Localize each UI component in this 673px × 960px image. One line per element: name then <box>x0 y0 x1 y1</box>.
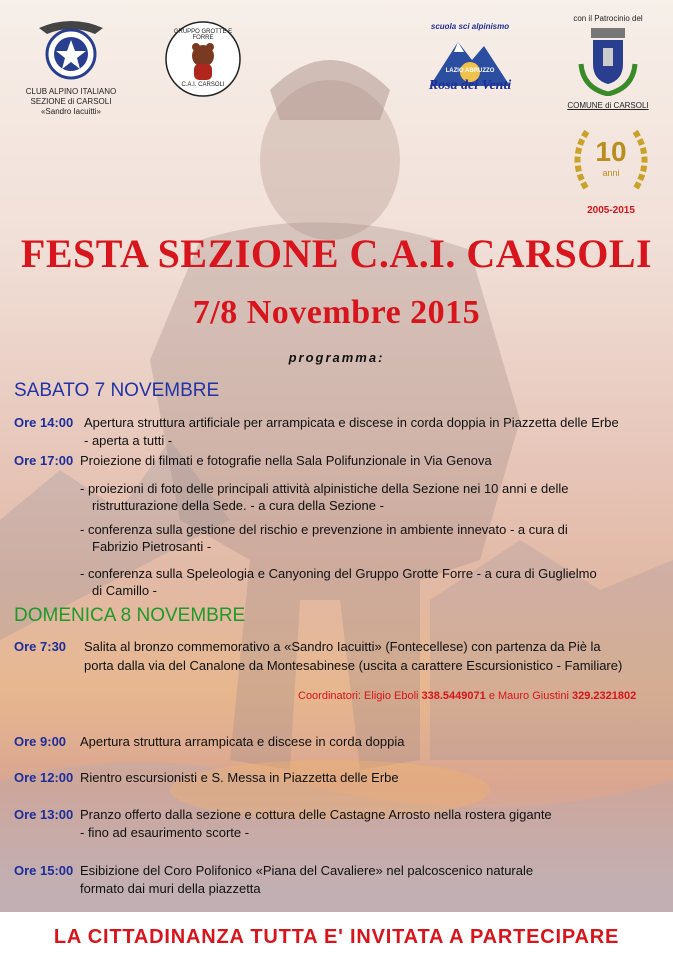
invitation-text: LA CITTADINANZA TUTTA E' INVITATA A PARTECIPARE <box>53 926 620 948</box>
anniversary-number: 10 <box>595 136 627 167</box>
anniversary-word: anni <box>602 168 620 178</box>
sabato-item-3-line2: di Camillo - <box>92 583 158 598</box>
event-time: Ore 14:00 <box>14 415 74 430</box>
anniversary-years: 2005-2015 <box>587 205 635 216</box>
comune-logo <box>558 14 658 111</box>
event-time: Ore 9:00 <box>14 734 67 749</box>
event-text: Proiezione di filmati e fotografie nella Sala Polifunzionale in Via Genova <box>80 453 492 468</box>
coat-of-arms-icon <box>573 24 643 96</box>
invitation-banner <box>0 912 673 960</box>
sabato-item-3-line1: - conferenza sulla Speleologia e Canyoning del Gruppo Grotte Forre - a cura di Guglielmo <box>80 566 597 581</box>
event-text-line2: porta dalla via del Canalone da Montesabinese (uscita a carattere Escursionistico - Familiare) <box>84 658 623 673</box>
sabato-item-1-line1: - proiezioni di foto delle principali attività alpinistiche della Sezione nei 10 anni e delle <box>80 481 569 496</box>
coordinator-mid: e Mauro Giustini <box>488 690 569 702</box>
event-time: Ore 7:30 <box>14 639 67 654</box>
cai-caption-line1: CLUB ALPINO ITALIANO <box>25 87 117 96</box>
event-text: Esibizione del Coro Polifonico «Piana del Cavaliere» nel palcoscenico naturale <box>80 863 534 878</box>
coordinator-label: Coordinatori: Eligio Eboli <box>298 690 419 702</box>
event-text: Salita al bronzo commemorativo a «Sandro Iacuitti» (Fontecellese) con partenza da Piè la <box>84 639 601 654</box>
cai-eagle-star-icon <box>35 14 107 82</box>
rosa-mid-text: LAZIO ABRUZZO <box>445 68 495 74</box>
event-time: Ore 17:00 <box>14 453 74 468</box>
grotte-logo <box>164 20 242 98</box>
sabato-item-2-line1: - conferenza sulla gestione del rischio e prevenzione in ambiente innevato - a cura di <box>80 522 568 537</box>
anniversary-badge <box>566 118 656 216</box>
sabato-item-2-line2: Fabrizio Pietrosanti - <box>92 539 212 554</box>
coordinator-phone-2: 329.2321802 <box>571 690 637 702</box>
event-time: Ore 13:00 <box>14 807 74 822</box>
grotte-bottom-text: C.A.I. CARSOLI <box>181 82 225 88</box>
grotte-top-text: GRUPPO GROTTE E FORRE <box>173 29 233 41</box>
event-text: Pranzo offerto dalla sezione e cottura delle Castagne Arrosto nella rostera gigante <box>80 807 552 822</box>
event-time: Ore 12:00 <box>14 770 74 785</box>
event-text-line2: - aperta a tutti - <box>84 433 173 448</box>
rosa-bottom-text: Rosa dei Venti <box>428 78 512 93</box>
rosa-top-text: scuola sci alpinismo <box>430 22 510 31</box>
rosa-logo <box>420 16 520 102</box>
sabato-heading: SABATO 7 NOVEMBRE <box>14 380 220 401</box>
cai-logo <box>16 14 126 117</box>
page-title: FESTA SEZIONE C.A.I. CARSOLI <box>20 231 653 276</box>
coordinators <box>298 690 636 702</box>
event-text-line2: - fino ad esaurimento scorte - <box>80 825 250 840</box>
event-date: 7/8 Novembre 2015 <box>192 294 481 331</box>
event-text: Rientro escursionisti e S. Messa in Piazzetta delle Erbe <box>80 770 399 785</box>
domenica-heading: DOMENICA 8 NOVEMBRE <box>14 605 246 626</box>
event-time: Ore 15:00 <box>14 863 74 878</box>
sabato-item-1-line2: ristrutturazione della Sede. - a cura della Sezione - <box>92 498 384 513</box>
programma-label: programma: <box>288 350 385 365</box>
comune-top-text: con il Patrocinio del <box>573 14 643 23</box>
coordinator-phone-1: 338.5449071 <box>421 690 486 702</box>
cai-caption-line3: «Sandro Iacuitti» <box>40 107 102 116</box>
comune-bottom-text: COMUNE di CARSOLI <box>567 101 649 110</box>
cai-caption-line2: SEZIONE di CARSOLI <box>30 97 112 106</box>
event-text: Apertura struttura artificiale per arrampicata e discese in corda doppia in Piazzetta delle Erbe <box>84 415 619 430</box>
event-text: Apertura struttura arrampicata e discese in corda doppia <box>80 734 405 749</box>
event-text-line2: formato dai muri della piazzetta <box>80 881 261 896</box>
